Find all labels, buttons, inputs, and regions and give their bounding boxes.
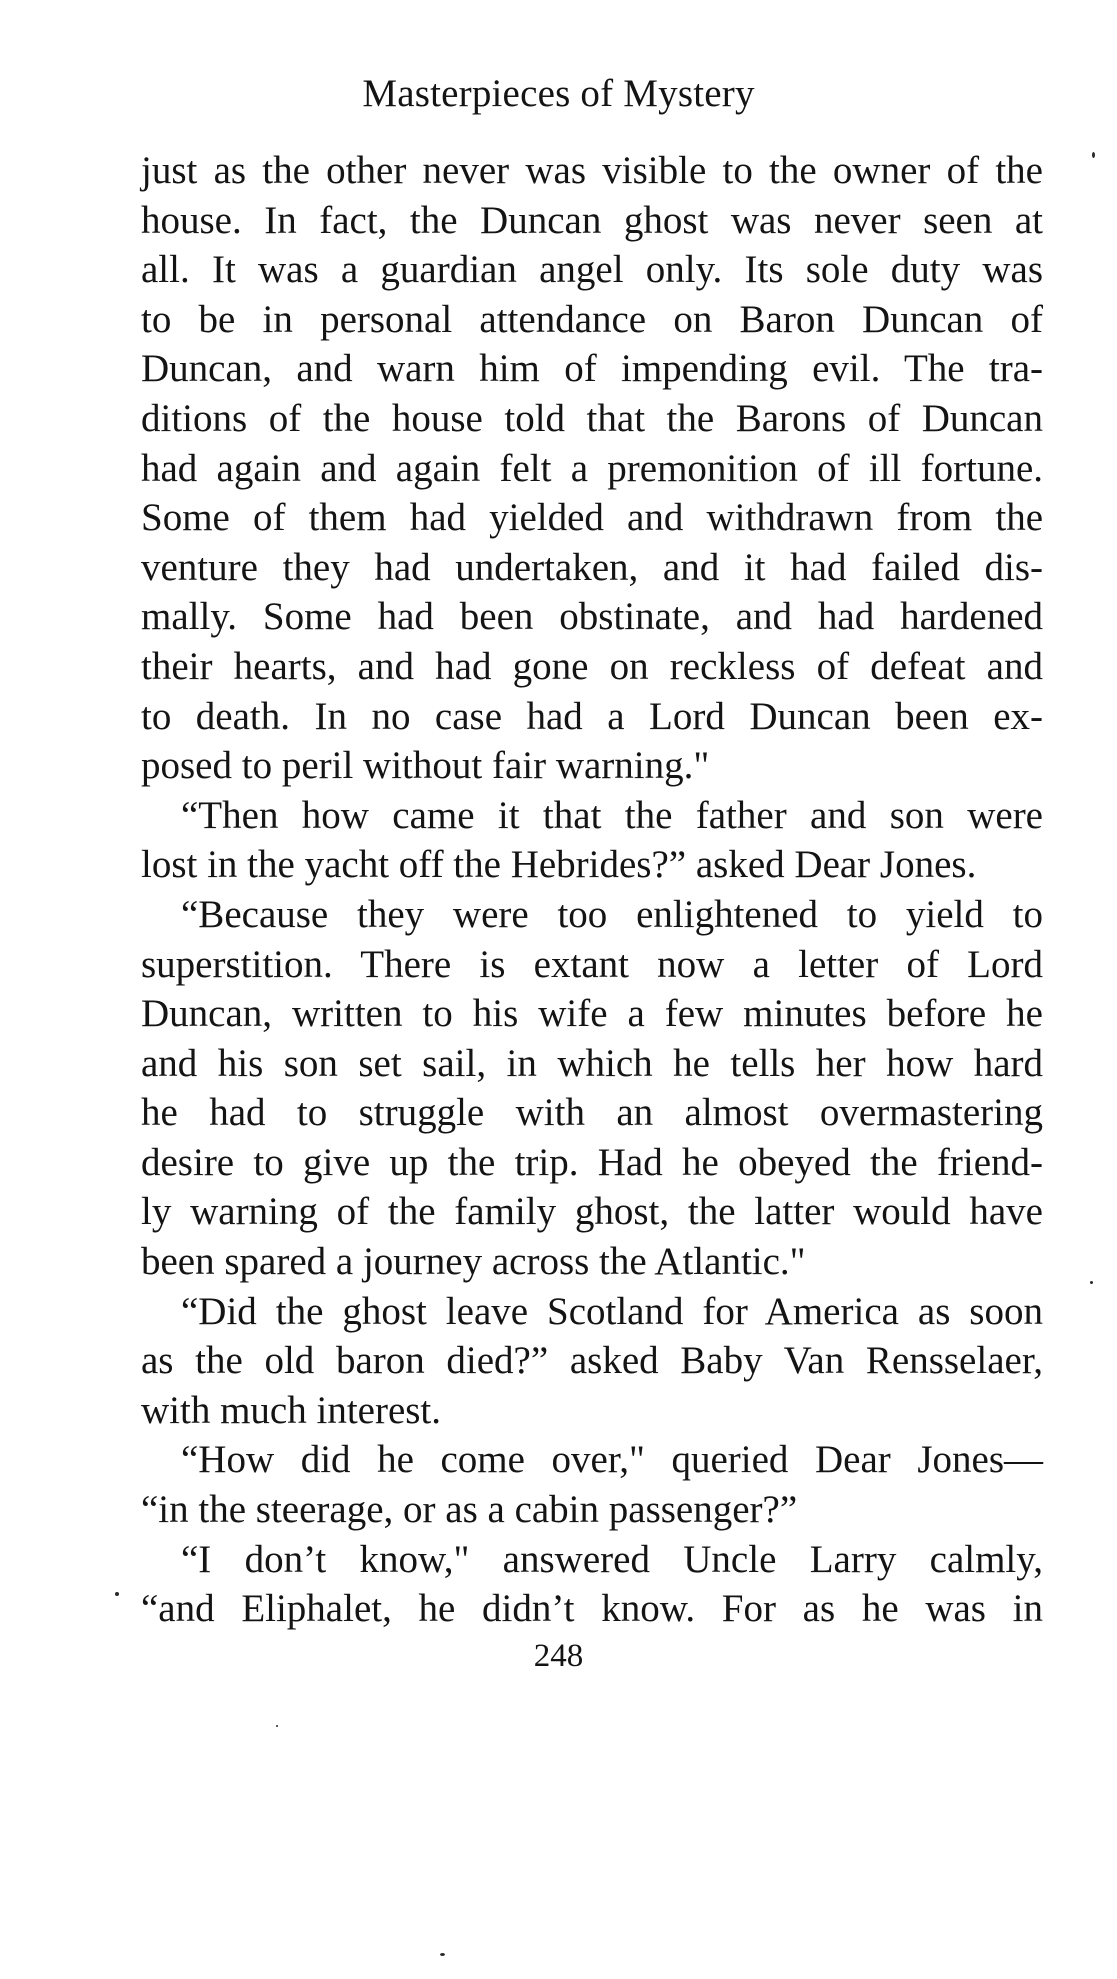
text-line: posed to peril without fair warning." [141,744,710,788]
scan-speck [1090,1281,1093,1284]
text-line: to death. In no case had a Lord Duncan been ex- [141,694,1043,738]
text-line: venture they had undertaken, and it had failed dis- [141,545,1043,589]
text-line: house. In fact, the Duncan ghost was never seen at [141,198,1043,242]
text-line: all. It was a guardian angel only. Its sole duty was [141,248,1043,292]
text-line: Duncan, and warn him of impending evil. The tra- [141,347,1043,391]
text-line: “Then how came it that the father and son were [181,793,1043,837]
text-line: ditions of the house told that the Barons of Duncan [141,396,1043,440]
scan-speck [440,1953,445,1956]
text-line: as the old baron died?” asked Baby Van Rensselaer, [141,1339,1043,1383]
text-line: “Because they were too enlightened to yield to [181,892,1043,936]
text-line: Duncan, written to his wife a few minutes before he [141,992,1043,1036]
scan-speck [1092,152,1095,158]
text-line: to be in personal attendance on Baron Duncan of [141,297,1043,341]
text-line: superstition. There is extant now a letter of Lord [141,942,1043,986]
text-line: with much interest. [141,1388,442,1432]
text-line: “How did he come over," queried Dear Jones— [181,1438,1043,1482]
scan-speck [276,1725,278,1727]
text-line: “I don’t know," answered Uncle Larry calmly, [181,1537,1043,1581]
text-line: “in the steerage, or as a cabin passenger?” [141,1488,798,1532]
text-line: mally. Some had been obstinate, and had hardened [141,595,1043,639]
scan-speck [115,1592,119,1596]
text-line: and his son set sail, in which he tells her how hard [141,1041,1043,1085]
running-header-title: Masterpieces of Mystery [362,72,755,115]
page-number: 248 [533,1638,584,1674]
text-line: been spared a journey across the Atlantic." [141,1240,806,1284]
text-line: “Did the ghost leave Scotland for America as soon [181,1289,1043,1333]
text-line: desire to give up the trip. Had he obeyed the friend- [141,1140,1043,1184]
text-line: lost in the yacht off the Hebrides?” asked Dear Jones. [141,843,977,887]
body-text [141,146,1043,1634]
text-line: he had to struggle with an almost overmastering [141,1091,1043,1135]
text-line: “and Eliphalet, he didn’t know. For as he was in [141,1587,1043,1631]
text-line: had again and again felt a premonition of ill fortune. [141,446,1043,490]
text-line: Some of them had yielded and withdrawn from the [141,496,1043,540]
text-line: ly warning of the family ghost, the latter would have [141,1190,1043,1234]
text-line: their hearts, and had gone on reckless of defeat and [141,644,1043,688]
text-line: just as the other never was visible to the owner of the [141,149,1043,192]
